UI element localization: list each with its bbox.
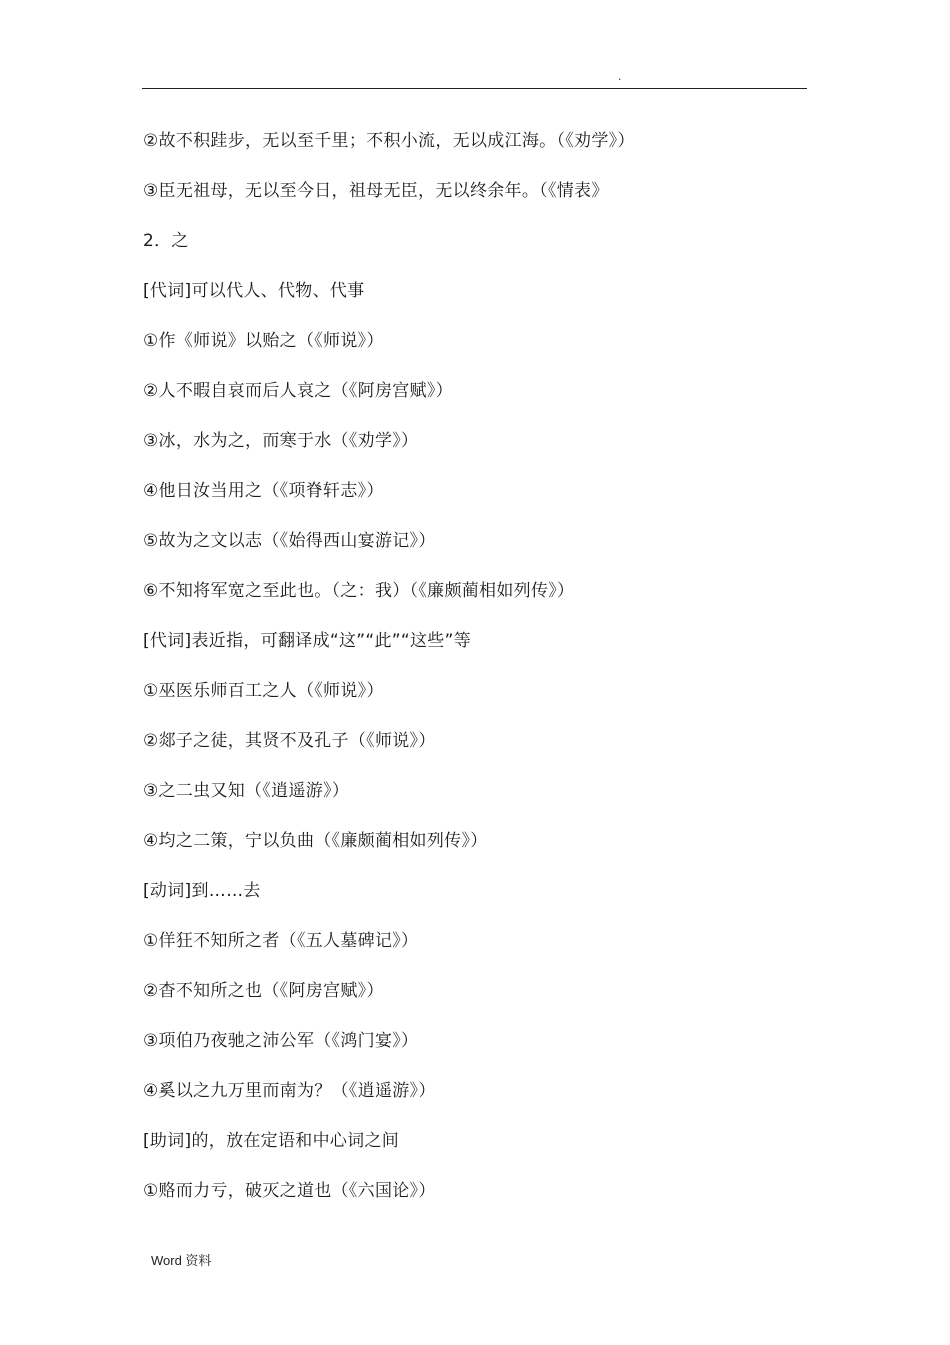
text-line: ②人不暇自哀而后人哀之（《阿房宫赋》）: [143, 381, 453, 401]
text-line: ③之二虫又知（《逍遥游》）: [143, 781, 350, 801]
text-line: ⑥不知将军宽之至此也。（之：我）（《廉颇蔺相如列传》）: [143, 581, 575, 601]
text-line: ④他日汝当用之（《项脊轩志》）: [143, 481, 384, 501]
category-label: [助词]的，放在定语和中心词之间: [143, 1131, 400, 1151]
text-line: ②杳不知所之也（《阿房宫赋》）: [143, 981, 384, 1001]
text-line: ⑤故为之文以志（《始得西山宴游记》）: [143, 531, 436, 551]
category-label: [动词]到……去: [143, 881, 261, 901]
text-line: ④均之二策，宁以负曲（《廉颇蔺相如列传》）: [143, 831, 488, 851]
text-line: ②故不积跬步，无以至千里；不积小流，无以成江海。（《劝学》）: [143, 131, 635, 151]
text-line: ①赂而力亏，破灭之道也（《六国论》）: [143, 1181, 436, 1201]
text-line: ③项伯乃夜驰之沛公军（《鸿门宴》）: [143, 1031, 419, 1051]
text-line: ③臣无祖母，无以至今日，祖母无臣，无以终余年。（《情表》: [143, 181, 609, 201]
footer-label: Word 资料: [151, 1253, 212, 1268]
header-mark: .: [618, 70, 622, 83]
text-line: ①巫医乐师百工之人（《师说》）: [143, 681, 384, 701]
text-line: ①佯狂不知所之者（《五人墓碑记》）: [143, 931, 419, 951]
section-heading: 2．之: [143, 231, 189, 251]
text-line: ③冰，水为之，而寒于水（《劝学》）: [143, 431, 419, 451]
category-label: [代词]表近指，可翻译成“这”“此”“这些”等: [143, 631, 472, 651]
header-rule: [142, 88, 807, 89]
text-line: ②郯子之徒，其贤不及孔子（《师说》）: [143, 731, 436, 751]
text-line: ①作《师说》以贻之（《师说》）: [143, 331, 384, 351]
text-line: ④奚以之九万里而南为？（《逍遥游》）: [143, 1081, 436, 1101]
category-label: [代词]可以代人、代物、代事: [143, 281, 365, 301]
document-body: [143, 126, 803, 1226]
